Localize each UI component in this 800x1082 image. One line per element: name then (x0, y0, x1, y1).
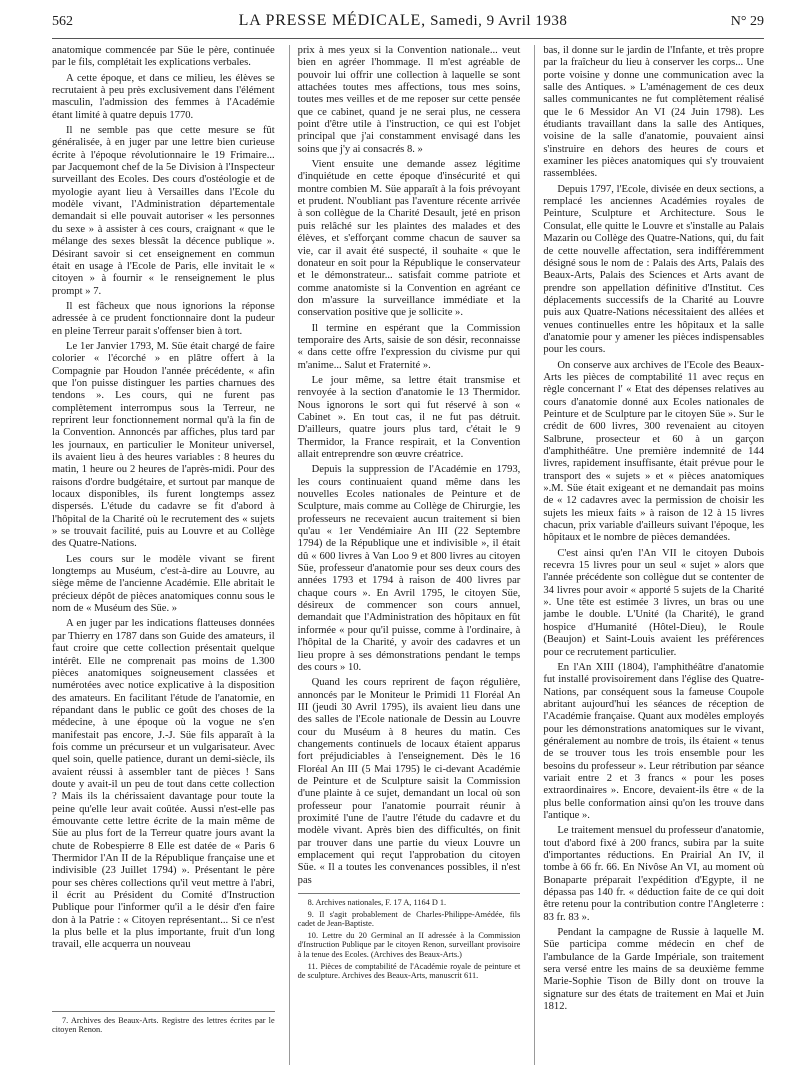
paragraph: Il termine en espérant que la Commission temporaire des Arts, saisie de son désir, reconnaisse « dans cette offre l'expression du civisme pur qui m'anime... Salut et Fraternité ». (297, 322, 521, 371)
footnotes (52, 1011, 275, 1037)
paragraph: Le traitement mensuel du professeur d'anatomie, tout d'abord fixé à 200 francs, subira par la suite d'importantes réductions. En Prairial An IV, il tombe à 66 fr. 66. En Nivôse An VI, au moment où Bonaparte préparait l'expédition d'Egypte, il ne dépassa pas 140 fr. « déduction faite de ce qui doit être retenu pour la contribution contre l'Angleterre : 83 fr. 83 ». (543, 825, 765, 923)
footnote: 9. Il s'agit probablement de Charles-Philippe-Amédée, fils cadet de Jean-Baptiste. (297, 909, 521, 929)
issue-date: Samedi, 9 Avril 1938 (430, 13, 568, 29)
column-1 (52, 45, 275, 1065)
paragraph: bas, il donne sur le jardin de l'Infante, et très propre par la fraîcheur du lieu à conserver les corps... Une porte voisine y donne une communication avec la salle des Antiques. » L'aménagement de ces deux salles communicantes ne fut complètement réalisé que le 6 Messidor An VI (24 Juin 1798). Les étudiants travaillant dans la salle des Antiques, voisine de la salle d'anatomie, pouvaient ainsi s'instruire en dehors des heures de cours et examiner les pièces anatomiques qui s'y trouvaient rassemblées. (543, 45, 765, 180)
paragraph: En l'An XIII (1804), l'amphithéâtre d'anatomie fut installé provisoirement dans l'église des Quatre-Nations, par conséquent sous la fameuse Coupole abritant aujourd'hui les séances de réception de l'Académie française. Quant aux modèles employés pour les démonstrations anatomiques sur le vivant, généralement au nombre de trois, ils étaient « tenus de se trouver tous les trois ensemble pour les besoins du professeur ». Leur rétribution par séance variait entre 2 et 3 francs « pour les poses extraordinaires ». Encore, devaient-ils être « de la plus belle conformation ainsi qu'on les trouve dans l'antique ». (543, 661, 765, 821)
article-columns (52, 45, 764, 1065)
paragraph: A en juger par les indications flatteuses données par Thierry en 1787 dans son Guide des amateurs, il faut croire que cette collection présentait quelque intérêt. Elle ne comprenait pas moins de 1.300 pièces anatomiques soigneusement classées et numérotées avec notice explicative à la disposition des amateurs. En facilitant l'étude de l'anatomie, en répandant dans le public ce goût des choses de la médecine, à une époque où la vogue ne s'en manifestait pas encore, J.-J. Süe fils apparaît à la fois comme un précurseur et un vulgarisateur. Avec quel soin, quelle patience, durant un demi-siècle, ils avaient réussi à assembler tant de pièces ! Sans doute y avait-il un peu de tout dans cette collection ? Mais ils la chérissaient davantage pour toute la peine qu'elle leur avait coûtée. Aussi n'est-elle pas émouvante cette lettre écrite de la main même de Süe au plus fort de la Terreur quatre jours avant la chute de Robespierre 8 Elle est datée de « Paris 6 Thermidor l'An II de la République française une et indivisible (23 Juillet 1794) ». Présentant le père pour ses chères collections qu'il veut mettre à l'abri, il écrit au Président du Comité d'Instruction Publique pour l'informer qu'il a le désir d'en faire don à la Patrie : « Citoyen représentant... Si ce n'est la plus belle et la plus importante, fruit d'un long travail, elle acquerra un nouveau (52, 618, 275, 951)
paragraph: prix à mes yeux si la Convention nationale... veut bien en agréer l'hommage. Il m'est agréable de pouvoir lui offrir une collection à laquelle se sont attachées toutes mes affections, tous mes soins, toutes mes veilles et de me reposer sur cette pensée que ce cabinet, quand je ne serai plus, ne cessera point d'être utile à l'instruction, ce qui est l'objet principal que j'ai constamment envisagé dans les soins que j'y ai consacrés 8. » (297, 45, 521, 155)
paragraph: Depuis 1797, l'Ecole, divisée en deux sections, a remplacé les anciennes Académies royales de Peinture, Sculpture et Architecture. Sous le Consulat, elle quitte le Louvre et s'installe au Palais Mazarin ou Collège des Quatre-Nations, qui, du fait de cette nouvelle affectation, sera indifféremment désigné sous le nom de : Palais des Arts, Palais des Beaux-Arts, Palais des Sciences et Arts avant de prendre son appellation définitive d'Institut. Ces déplacements successifs de la Charité au Louvre puis aux Quatre-Nations nécessitaient des allées et venues continuelles entre les hôpitaux et la salle d'anatomie pour y amener les pièces indispensables pour les cours. (543, 183, 765, 356)
footnote: 8. Archives nationales, F. 17 A, 1164 D 1. (307, 898, 447, 908)
paragraph: Il ne semble pas que cette mesure se fût généralisée, à en juger par une lettre bien curieuse écrite à l'époque révolutionnaire le 19 Frimaire... par Jacquemont chef de la 5e Division à l'Inspecteur surveillant des Ecoles. Des cours d'ostéologie et de myologie ayant lieu à Versailles dans l'Ecole du modèle vivant, l'Administration départementale demandait si elle pouvait autoriser « les personnes du sexe » à assister à ces cours, craignant « que le mélange des sexes blessât la décence publique ». Désirant savoir si cet enseignement en commun était en usage à l'Ecole de Paris, elle invitait le « citoyen » à fournir « le renseignement le plus prompt » 7. (52, 125, 275, 297)
paragraph: On conserve aux archives de l'Ecole des Beaux-Arts les pièces de comptabilité 11 avec reçus en règle concernant l' « Etat des dépenses relatives au cours d'anatomie donné aux Ecoles nationales de Peinture et de Sculpture par le citoyen Süe ». Sur le crédit de 600 livres, 300 revenaient au citoyen Salbrune, prosecteur et 60 à un garçon d'amphithéâtre. Une première indemnité de 144 livres, rapidement insuffisante, était prévue pour le transport des « sujets » et « pièces anatomiques ».M. Süe était exigeant et ne demandait pas moins de « 12 cadavres avec la permission de choisir les sujets les mieux faits » à raison de 12 à 15 livres chacun, prix variable d'ailleurs suivant l'époque, les hôpitaux et le nombre de pièces demandées. (543, 359, 765, 544)
paragraph: anatomique commencée par Süe le père, continuée par le fils, complétait les explications verbales. (52, 45, 275, 69)
paragraph: Il est fâcheux que nous ignorions la réponse adressée à ce prudent fonctionnaire dont la pudeur en pleine Terreur parait s'offenser bien à tort. (52, 300, 275, 337)
journal-name: LA PRESSE MÉDICALE, (238, 12, 426, 29)
paragraph: Depuis la suppression de l'Académie en 1793, les cours continuaient quand même dans les nouvelles Ecoles nationales de Peinture et de Sculpture, mais comme au Collège de Chirurgie, les professeurs ne recevaient aucun traitement si bien qu'au « 1er Vendémiaire An III (22 Septembre 1794) de la République une et indivisible », il était dû « 600 livres à Van Loo 9 et 800 livres au citoyen Süe, professeur d'anatomie pour ses deux cours des années 1793 et 1794 à raison de 400 livres par chaque cours ». En Avril 1795, le citoyen Süe, désireux de commencer son cours annuel, demandait que l'Administration des hôpitaux en fût informée « pour qu'il puisse, comme à l'ordinaire, à l'hôpital de la Charité, y avoir des cadavres et un lieu propre à ses démonstrations pendant le temps des cours » 10. (297, 464, 521, 673)
paragraph: Vient ensuite une demande assez légitime d'inquiétude en cette époque d'insécurité et qui montre combien M. Süe apparaît à la fois prévoyant et prudent. N'oubliant pas l'aventure récente arrivée à son collègue de la Charité Desault, jeté en prison puis relâché sur les plaintes des malades et des élèves, et s'efforçant comme chacun de sauver sa vie, car il avait été suspecté, il souhaite « que le donateur en soit pour la République le conservateur et le démonstrateur... satisfait comme patriote et comme anatomiste si la Convention en agréant ce don m'assure la surveillance immédiate et la conservation positive que je sollicite ». (297, 159, 521, 319)
footnote: 7. Archives des Beaux-Arts. Registre des lettres écrites par le citoyen Renon. (52, 1015, 275, 1035)
paragraph: Le 1er Janvier 1793, M. Süe était chargé de faire colorier « l'écorché » en plâtre offert à la Compagnie par Houdon l'année précédente, « afin que l'on puisse distinguer les parties charnues des tendons ». Les cours, qui ne furent pas complètement interrompus sous la Terreur, ne reprirent leur fonctionnement normal qu'à la fin de la Convention. Annoncés par affiches, plus tard par les journaux, en particulier le Moniteur universel, ils avaient lieu à des heures variables : 8 heures du matin, 1 heure ou 2 heures de l'après-midi. Pour des raisons d'ordre budgétaire, et surtout par manque de locaux disponibles, ils furent longtemps assez dispersés. L'étude du cadavre se fit d'abord à l'hôpital de la Charité où le recrutement des « sujets » se trouvait facilité, puis au Louvre et au Collège des Quatre-Nations. (52, 340, 275, 550)
paragraph: Le jour même, sa lettre était transmise et renvoyée à la section d'anatomie le 13 Thermidor. Nous ignorons le sort qui fut réservé à son « Cabinet ». En tout cas, il ne fut pas détruit. D'ailleurs, quatre jours plus tard, c'était le 9 Thermidor, la France respirait, et la Convention allait entreprendre son œuvre créatrice. (297, 374, 521, 460)
paragraph: A cette époque, et dans ce milieu, les élèves se recrutaient à peu près exclusivement dans l'élément masculin, l'admission des femmes à l'Académie étant limité à quatre depuis 1770. (52, 72, 275, 121)
issue-number: N° 29 (730, 14, 764, 29)
footnote: 10. Lettre du 20 Germinal an II adressée à la Commission d'Instruction Publique par le citoyen Renon, surveillant provisoire à la tenue des Ecoles. (Archives des Beaux-Arts.) (297, 930, 521, 959)
footnote: 11. Pièces de comptabilité de l'Académie royale de peinture et de sculpture. Archives des Beaux-Arts, manuscrit 611. (297, 961, 521, 981)
page-number: 562 (52, 14, 73, 29)
paragraph: Les cours sur le modèle vivant se firent longtemps au Muséum, c'est-à-dire au Louvre, au siège même de l'ancienne Académie. Elle abritait le précieux dépôt de pièces anatomiques connu sous le nom de « Muséum des Süe. » (52, 553, 275, 615)
paragraph: C'est ainsi qu'en l'An VII le citoyen Dubois recevra 15 livres pour un seul « sujet » alors que l'année précédente son collègue dut se contenter de 34 livres pour avoir « apporté 5 sujets de la Charité ». Une tête est estimée 3 livres, un bras ou une jambe le double. L'Unité (la Charité), le grand hospice d'Humanité (Hôtel-Dieu), le Roule (Beaujon) et Saint-Louis avaient les préférences pour ce recrutement particulier. (543, 547, 765, 658)
page-header (52, 12, 764, 39)
paragraph: Quand les cours reprirent de façon régulière, annoncés par le Moniteur le Primidi 11 Floréal An III (jeudi 30 Avril 1795), ils avaient lieu dans une des salles de l'Ecole nationale de Dessin au Louvre cour du Muséum à 8 heures du matin. Ces changements continuels de locaux étaient apparus fort préjudiciables à l'enseignement. Dès le 16 Floréal An III (5 Mai 1795) le ci-devant Académie de Peinture et de Sculpture saisit la Commission d'une plainte à ce sujet, demandant un local où son professeur pour l'anatomie pourrait réunir à proximité l'une de l'autre l'étude du cadavre et du modèle vivant. Après bien des difficultés, on finit par trouver dans une partie du vieux Louvre un emplacement qui reçut l'approbation du citoyen Süe. « Il a toutes les convenances possibles, il n'est pas (297, 677, 521, 886)
column-3 (534, 45, 764, 1065)
paragraph: Pendant la campagne de Russie à laquelle M. Süe participa comme médecin en chef de l'ambulance de la Garde Impériale, son traitement sera versé entre les mains de sa deuxième femme Marie-Sophie Tison de Billy dont on trouve la signature sur des états de traitement en Mai et Juin 1812. (543, 927, 765, 1013)
column-2 (289, 45, 521, 1065)
running-title (112, 12, 694, 30)
footnotes (298, 893, 521, 981)
